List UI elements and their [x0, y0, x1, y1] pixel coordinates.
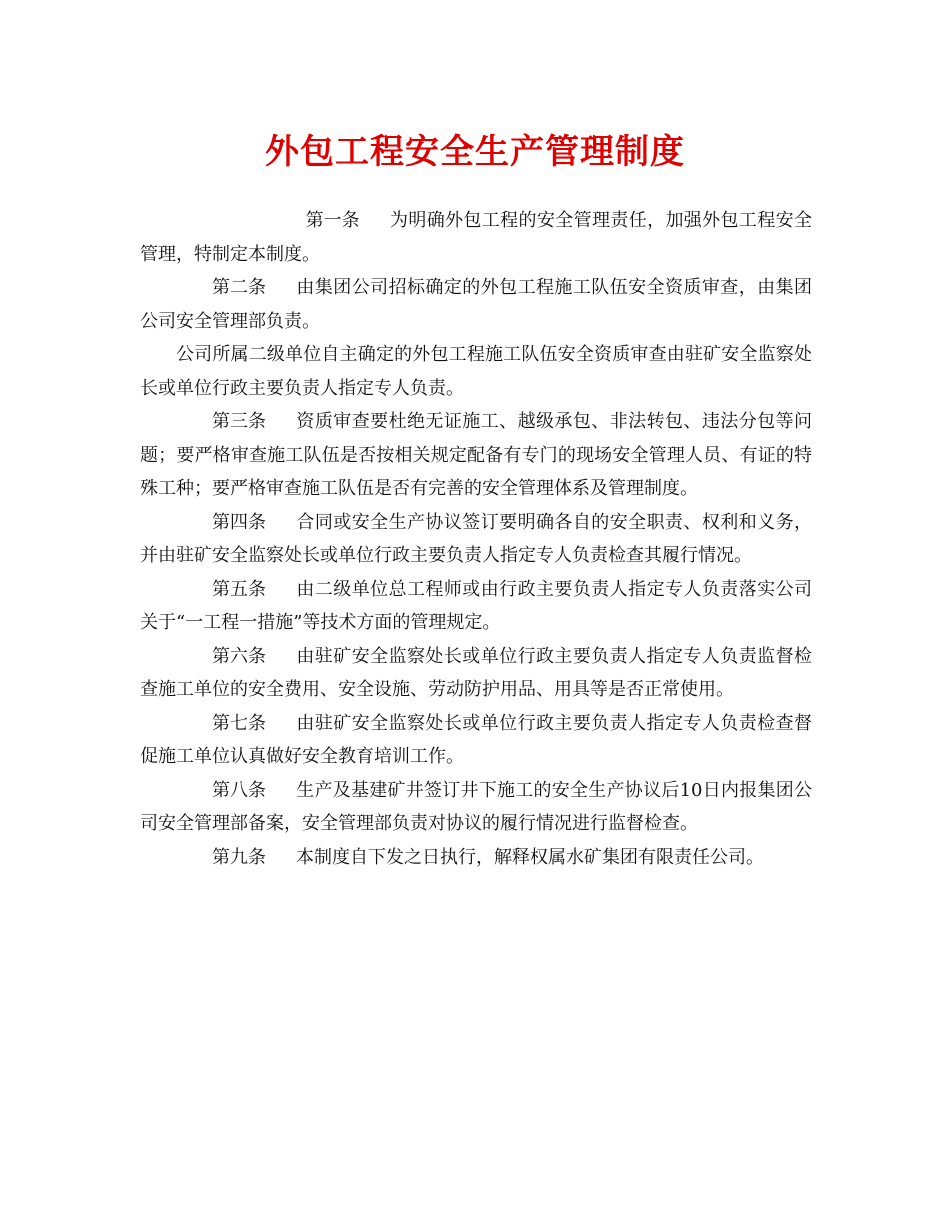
article-number: 第八条: [212, 779, 266, 801]
article-number: 第七条: [212, 712, 266, 734]
article-number: 第四条: [212, 511, 266, 533]
document-title: 外包工程安全生产管理制度: [265, 132, 685, 172]
article-2: [140, 271, 812, 338]
article-number: 第三条: [212, 411, 266, 432]
article-text: 由集团公司招标确定的外包工程施工队伍安全资质审查，由集团公司安全管理部负责。: [140, 277, 812, 332]
article-number: 第九条: [212, 846, 266, 868]
article-4: [140, 506, 812, 573]
article-number: 第一条: [305, 210, 360, 231]
article-6: [140, 640, 812, 707]
article-8: [140, 774, 812, 841]
article-9: [140, 841, 812, 875]
article-text: 本制度自下发之日执行，解释权属水矿集团有限责任公司。: [296, 846, 764, 868]
article-2-continued: [140, 338, 812, 405]
article-7: [140, 707, 812, 774]
article-5: [140, 573, 812, 640]
article-text: 公司所属二级单位自主确定的外包工程施工队伍安全资质审查由驻矿安全监察处长或单位行政主要负责人指定专人负责。: [140, 344, 812, 399]
article-number: 第五条: [212, 578, 266, 600]
article-3: [140, 405, 812, 506]
article-text: 为明确外包工程的安全管理责任，加强外包工程安全管理，特制定本制度。: [140, 210, 812, 265]
article-text: 生产及基建矿井签订井下施工的安全生产协议后10日内报集团公司安全管理部备案，安全管理部负责对协议的履行情况进行监督检查。: [140, 779, 812, 834]
document-body: [140, 204, 812, 874]
article-text: 由二级单位总工程师或由行政主要负责人指定专人负责落实公司关于“一工程一措施”等技术方面的管理规定。: [140, 578, 812, 633]
article-text: 由驻矿安全监察处长或单位行政主要负责人指定专人负责监督检查施工单位的安全费用、安全设施、劳动防护用品、用具等是否正常使用。: [140, 645, 812, 700]
article-text: 合同或安全生产协议签订要明确各自的安全职责、权利和义务，并由驻矿安全监察处长或单位行政主要负责人指定专人负责检查其履行情况。: [140, 511, 812, 566]
article-number: 第六条: [212, 645, 266, 667]
article-1: [140, 204, 812, 271]
article-text: 资质审查要杜绝无证施工、越级承包、非法转包、违法分包等问题；要严格审查施工队伍是否按相关规定配备有专门的现场安全管理人员、有证的特殊工种；要严格审查施工队伍是否有完善的安全管理体系及管理制度。: [140, 411, 812, 499]
article-text: 由驻矿安全监察处长或单位行政主要负责人指定专人负责检查督促施工单位认真做好安全教育培训工作。: [140, 712, 812, 767]
article-number: 第二条: [212, 277, 266, 298]
